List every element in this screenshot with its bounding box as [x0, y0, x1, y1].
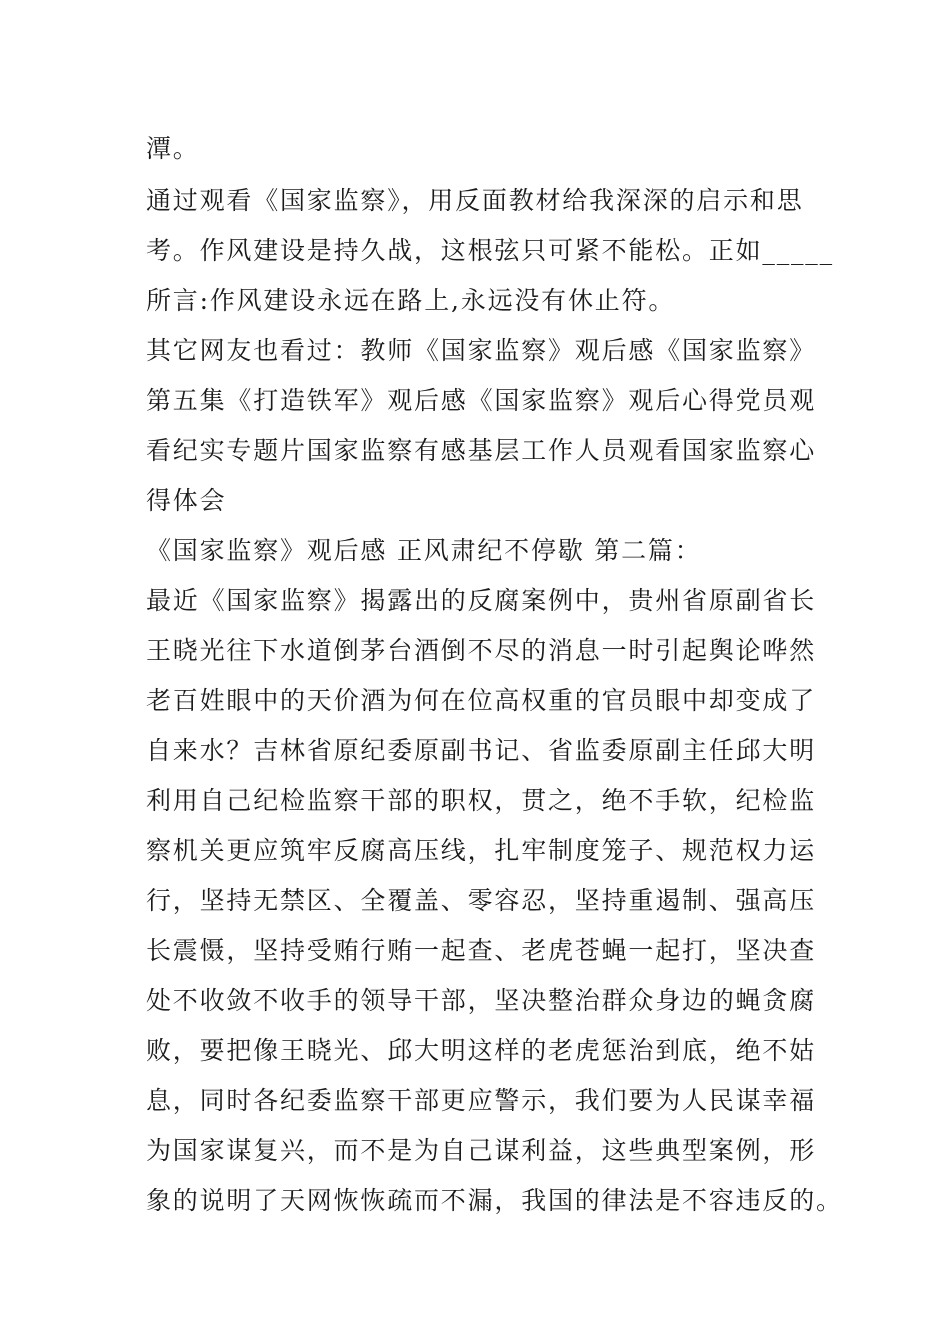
text-line: 其它网友也看过：教师《国家监察》观后感《国家监察》 [146, 336, 817, 365]
text-line: 潭。 [146, 134, 200, 163]
text-line: 老百姓眼中的天价酒为何在位高权重的官员眼中却变成了 [146, 686, 817, 715]
text-line: 考。作风建设是持久战，这根弦只可紧不能松。正如_____ [146, 236, 834, 265]
text-line: 王晓光往下水道倒茅台酒倒不尽的消息一时引起舆论哗然 [146, 636, 817, 665]
text-line: 看纪实专题片国家监察有感基层工作人员观看国家监察心 [146, 436, 817, 465]
text-line: 息，同时各纪委监察干部更应警示，我们要为人民谋幸福 [146, 1086, 817, 1115]
text-line: 通过观看《国家监察》，用反面教材给我深深的启示和思 [146, 186, 804, 215]
text-line: 利用自己纪检监察干部的职权，贯之，绝不手软，纪检监 [146, 786, 817, 815]
text-line: 长震慑，坚持受贿行贿一起查、老虎苍蝇一起打，坚决查 [146, 936, 817, 965]
text-line: 自来水？吉林省原纪委原副书记、省监委原副主任邱大明 [146, 736, 817, 765]
text-line: 得体会 [146, 486, 227, 515]
text-line: 第五集《打造铁军》观后感《国家监察》观后心得党员观 [146, 386, 817, 415]
text-line: 为国家谋复兴，而不是为自己谋利益，这些典型案例，形 [146, 1136, 817, 1165]
text-line: 象的说明了天网恢恢疏而不漏，我国的律法是不容违反的。 [146, 1186, 843, 1215]
text-line: 处不收敛不收手的领导干部，坚决整治群众身边的蝇贪腐 [146, 986, 817, 1015]
text-line: 行，坚持无禁区、全覆盖、零容忍，坚持重遏制、强高压 [146, 886, 817, 915]
section-heading: 《国家监察》观后感 正风肃纪不停歇 第二篇： [146, 536, 702, 565]
text-line: 最近《国家监察》揭露出的反腐案例中，贵州省原副省长 [146, 586, 817, 615]
text-line: 察机关更应筑牢反腐高压线，扎牢制度笼子、规范权力运 [146, 836, 817, 865]
text-line: 所言:作风建设永远在路上,永远没有休止符。 [146, 286, 676, 315]
text-line: 败，要把像王晓光、邱大明这样的老虎惩治到底，绝不姑 [146, 1036, 817, 1065]
